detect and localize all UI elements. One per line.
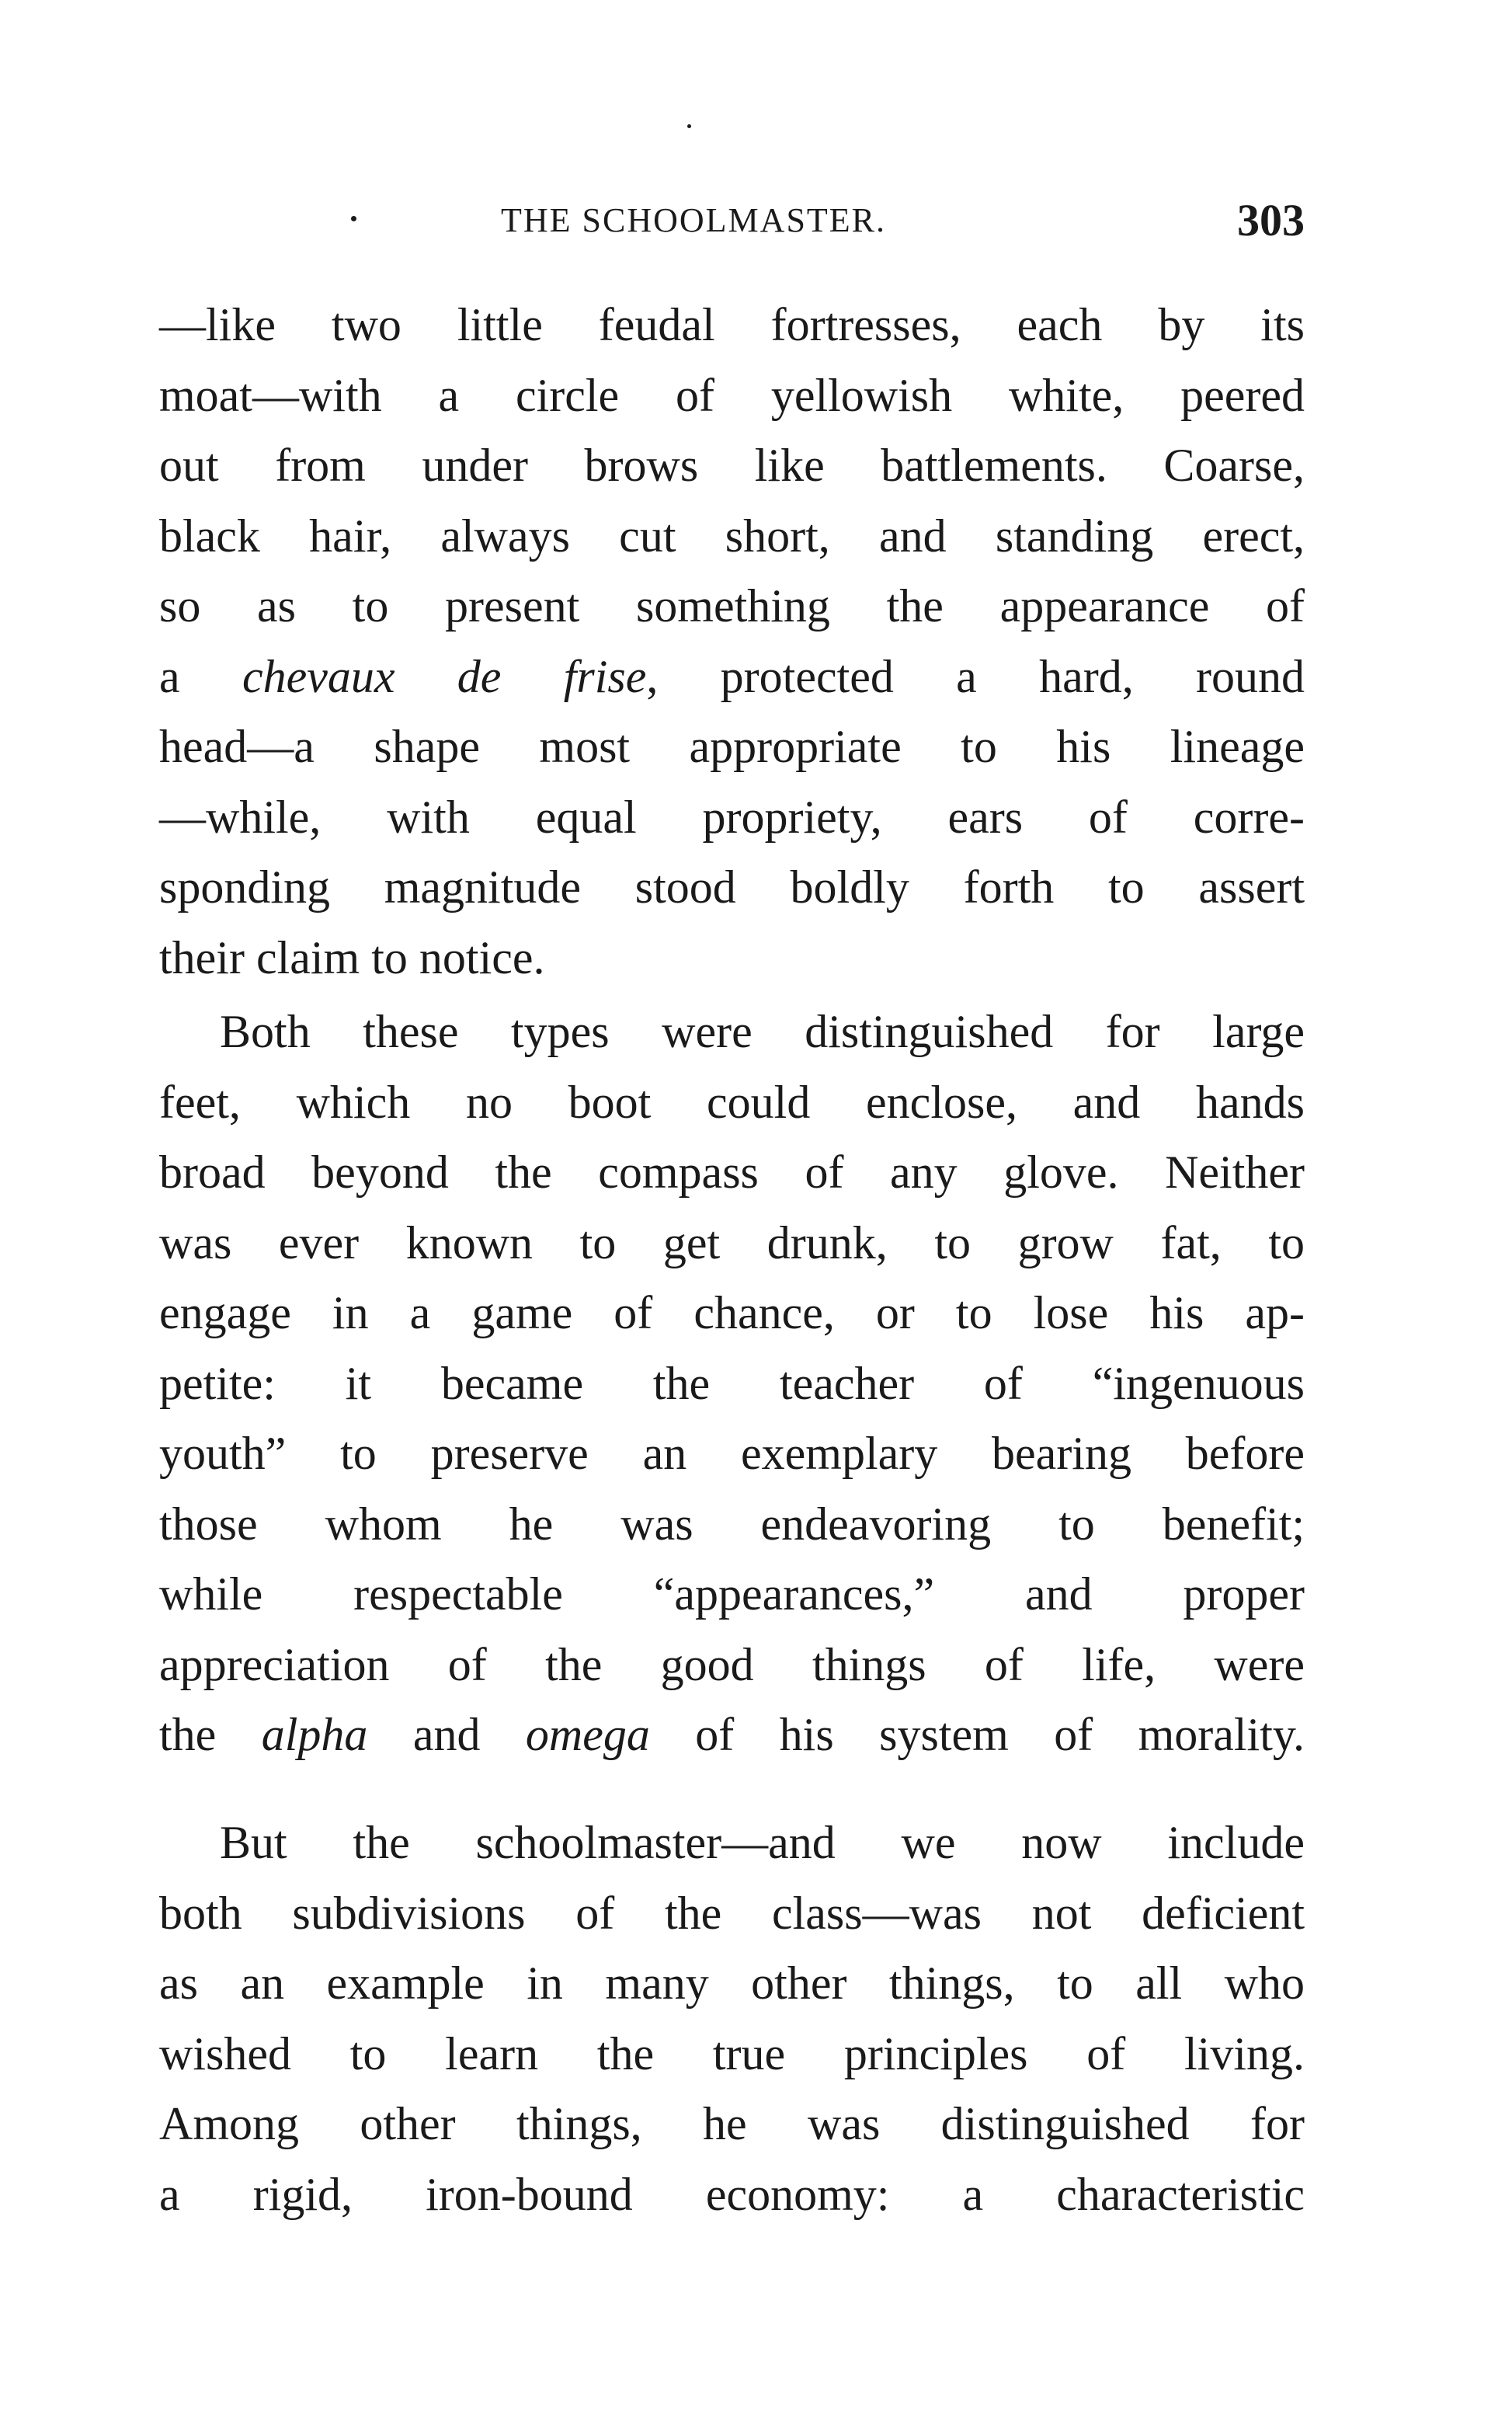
text-line: —while, with equal propriety, ears of corre-	[159, 791, 1305, 843]
text-run: and	[367, 1709, 526, 1760]
text-line: —like two little feudal fortresses, each by its	[159, 299, 1305, 350]
text-line: sponding magnitude stood boldly forth to assert	[159, 861, 1305, 913]
text-line: both subdivisions of the class—was not deficient	[159, 1887, 1305, 1939]
text-line: those whom he was endeavoring to benefit;	[159, 1498, 1305, 1550]
text-line: feet, which no boot could enclose, and hands	[159, 1076, 1305, 1128]
text-line: their claim to notice.	[159, 931, 545, 983]
text-line: broad beyond the compass of any glove. Neither	[159, 1147, 1305, 1198]
page-number: 303	[1237, 195, 1305, 245]
text-line: was ever known to get drunk, to grow fat, to	[159, 1216, 1305, 1268]
text-line: while respectable “appearances,” and proper	[159, 1568, 1305, 1620]
text-line: wished to learn the true principles of living.	[159, 2027, 1305, 2079]
text-line: so as to present something the appearance of	[159, 580, 1305, 632]
text-run: a	[159, 650, 242, 702]
running-header	[159, 194, 1305, 249]
running-title: THE SCHOOLMASTER.	[501, 201, 887, 239]
text-line: black hair, always cut short, and standing erect,	[159, 510, 1305, 562]
text-line: But the schoolmaster—and we now include	[220, 1817, 1305, 1868]
text-line: Both these types were distinguished for large	[220, 1006, 1305, 1057]
text-run: , protected a hard, round	[646, 650, 1305, 702]
italic-phrase: chevaux de frise	[242, 650, 647, 702]
italic-phrase: omega	[525, 1709, 650, 1760]
italic-phrase: alpha	[261, 1709, 368, 1760]
text-line: moat—with a circle of yellowish white, peered	[159, 369, 1305, 421]
text-line: appreciation of the good things of life, were	[159, 1638, 1305, 1690]
text-line	[159, 1700, 1305, 1770]
text-line: Among other things, he was distinguished for	[159, 2098, 1305, 2149]
paragraph	[159, 1808, 1305, 2229]
text-line: a rigid, iron-bound economy: a characteristic	[159, 2168, 1305, 2220]
text-run: of his system of morality.	[649, 1709, 1305, 1760]
text-line	[159, 642, 1305, 712]
text-line: as an example in many other things, to all who	[159, 1957, 1305, 2009]
paragraph	[159, 997, 1305, 1770]
speck-mark	[687, 124, 691, 128]
text-line: out from under brows like battlements. Coarse,	[159, 440, 1305, 491]
paragraph	[159, 290, 1305, 993]
text-line: petite: it became the teacher of “ingenuous	[159, 1357, 1305, 1409]
text-line: engage in a game of chance, or to lose his ap-	[159, 1287, 1305, 1338]
text-line: head—a shape most appropriate to his lineage	[159, 721, 1305, 772]
text-line: youth” to preserve an exemplary bearing before	[159, 1428, 1305, 1479]
text-run: the	[159, 1709, 262, 1760]
